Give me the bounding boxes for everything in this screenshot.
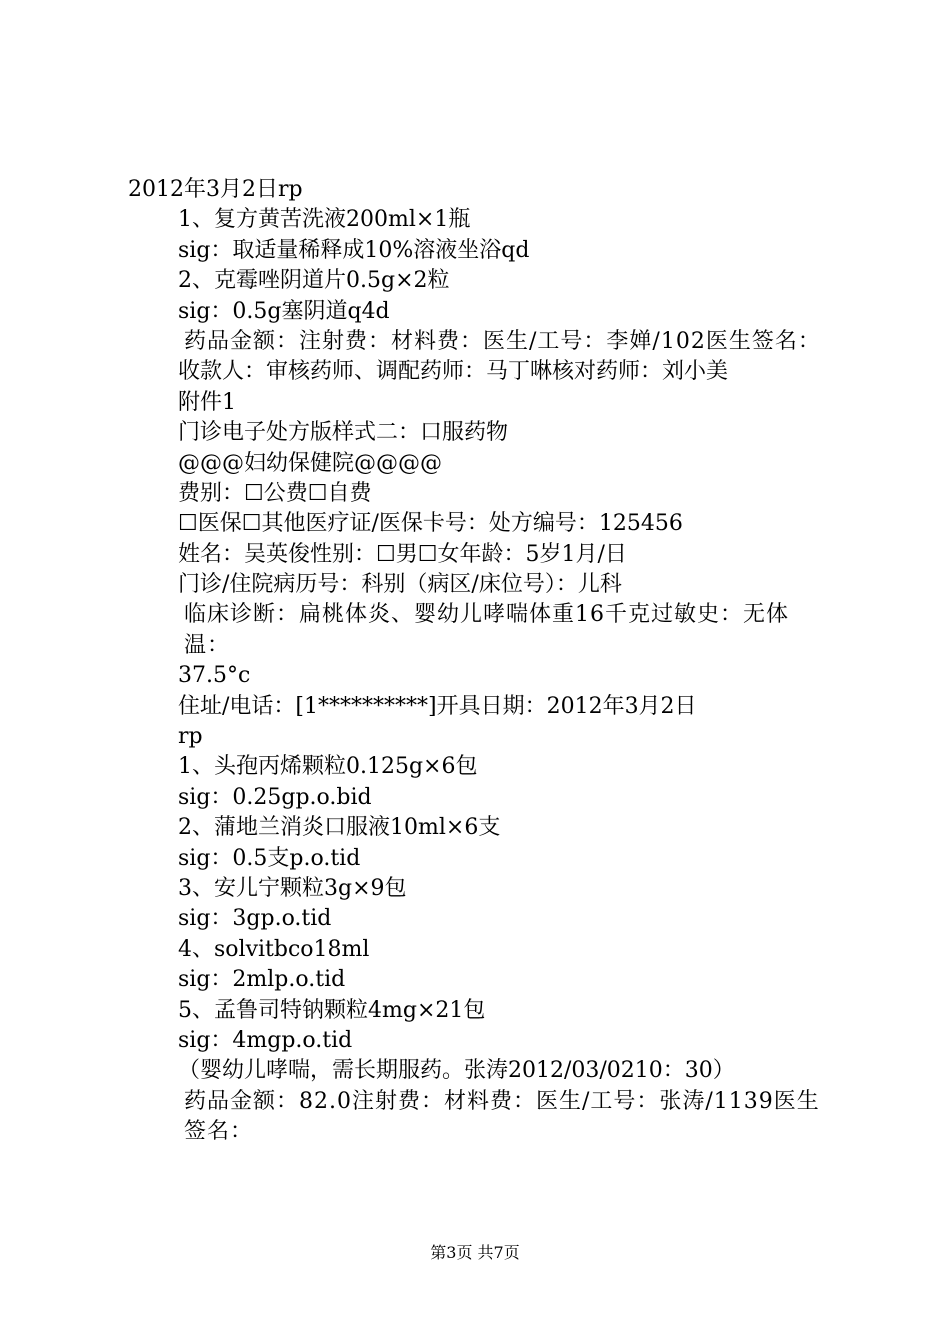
fee-line-2: 药品金额：82.0注射费：材料费：医生/工号：张涛/1139医生签名：: [184, 1088, 820, 1145]
rx2-sig-2: sig：0.5支p.o.tid: [178, 845, 361, 871]
rx-sig-1: sig：取适量稀释成10%溶液坐浴qd: [178, 237, 530, 263]
payee-line: 收款人：审核药师、调配药师：马丁啉核对药师：刘小美: [178, 359, 729, 385]
rx-item-1: 1、复方黄苦洗液200ml×1瓶: [178, 207, 471, 233]
patient-line: 姓名：吴英俊性别：☐男☐女年龄：5岁1月/日: [178, 541, 627, 567]
fee-line-1: 药品金额：注射费：材料费：医生/工号：李婵/102医生签名：: [184, 328, 821, 354]
rx2-sig-5: sig：4mgp.o.tid: [178, 1027, 353, 1053]
rx2-item-4: 4、solvitbco18ml: [178, 936, 370, 962]
address-line: 住址/电话：[1**********]开具日期：2012年3月2日: [178, 693, 697, 719]
template-title: 门诊电子处方版样式二：口服药物: [178, 420, 509, 446]
document-body: [128, 175, 833, 1148]
rx2-sig-4: sig：2mlp.o.tid: [178, 967, 346, 993]
date-rp-line: 2012年3月2日rp: [128, 177, 303, 202]
rx2-item-1: 1、头孢丙烯颗粒0.125g×6包: [178, 754, 478, 780]
hospital-name: @@@妇幼保健院@@@@: [178, 450, 443, 476]
rx2-item-5: 5、孟鲁司特钠颗粒4mg×21包: [178, 997, 486, 1023]
rx2-item-2: 2、蒲地兰消炎口服液10ml×6支: [178, 815, 501, 841]
rx-sig-2: sig：0.5g塞阴道q4d: [178, 298, 390, 324]
diagnosis-line: 临床诊断：扁桃体炎、婴幼儿哮喘体重16千克过敏史：无体温：: [184, 602, 789, 658]
attachment-label: 附件1: [178, 389, 236, 415]
fee-type-line: 费别：☐公费☐自费: [178, 480, 372, 506]
department-line: 门诊/住院病历号：科别（病区/床位号）：儿科: [178, 572, 622, 598]
rp-label: rp: [178, 724, 203, 750]
temperature-value: 37.5°c: [178, 663, 251, 689]
rx-item-2: 2、克霉唑阴道片0.5g×2粒: [178, 268, 450, 294]
insurance-line: ☐医保☐其他医疗证/医保卡号：处方编号：125456: [178, 511, 683, 537]
page-footer: 第3页 共7页: [430, 1243, 520, 1262]
note-line: （婴幼儿哮喘，需长期服药。张涛2012/03/0210：30）: [178, 1058, 735, 1084]
rx2-sig-1: sig：0.25gp.o.bid: [178, 784, 372, 810]
rx2-item-3: 3、安儿宁颗粒3g×9包: [178, 876, 407, 902]
rx2-sig-3: sig：3gp.o.tid: [178, 906, 332, 932]
